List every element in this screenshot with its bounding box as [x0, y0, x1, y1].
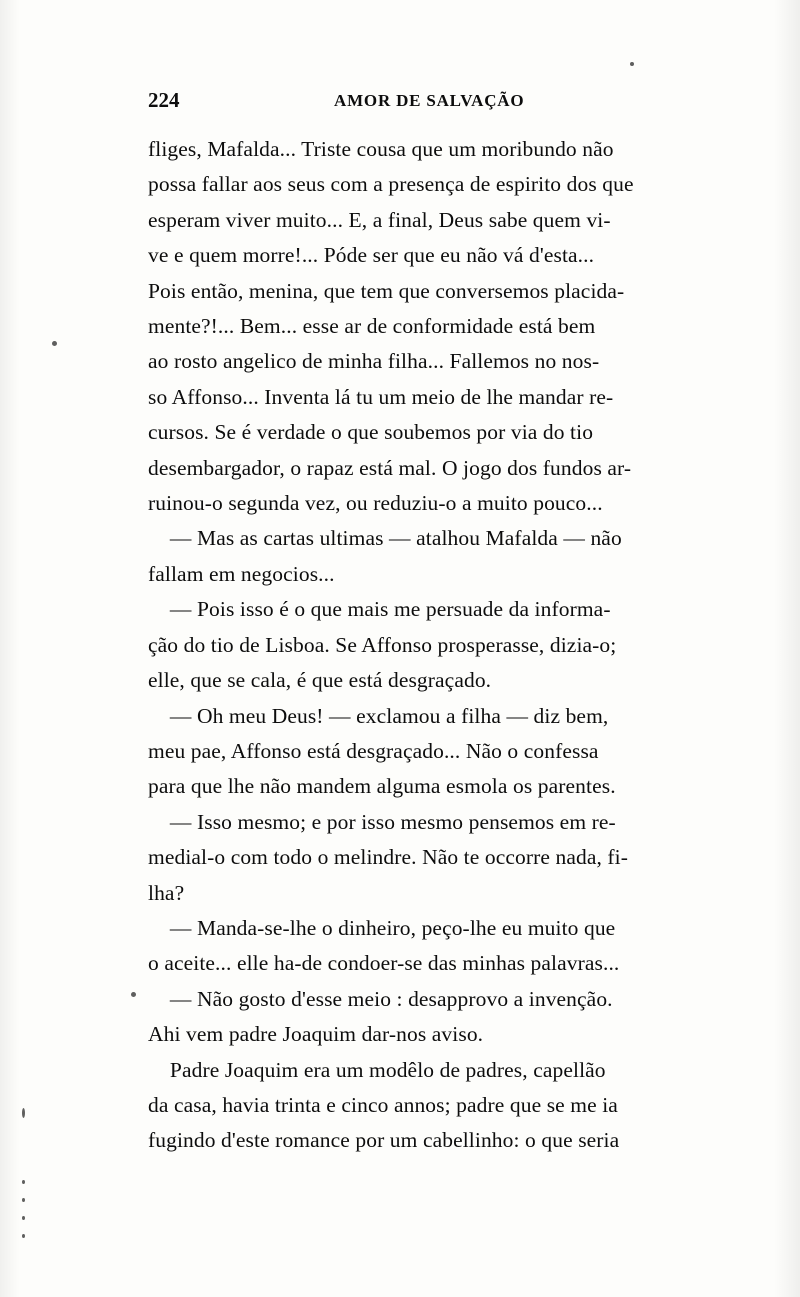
text-line: ruinou-o segunda vez, ou reduziu-o a muito pouco... [148, 491, 603, 516]
scan-speck [22, 1180, 25, 1184]
text-line: fallam em negocios... [148, 561, 335, 586]
text-line: cursos. Se é verdade o que soubemos por via do tio [148, 420, 594, 445]
text-line: ção do tio de Lisboa. Se Affonso prosperasse, dizia-o; [148, 632, 617, 657]
text-line: ve e quem morre!... Póde ser que eu não vá d'esta... [148, 243, 595, 268]
text-line: lha? [148, 880, 185, 905]
text-line: fugindo d'este romance por um cabellinho: o que seria [148, 1128, 620, 1153]
text-line: — Mas as cartas ultimas — atalhou Mafalda — não [148, 526, 622, 551]
body-text [148, 132, 776, 1159]
text-line: para que lhe não mandem alguma esmola os parentes. [148, 774, 616, 799]
text-line: fliges, Mafalda... Triste cousa que um moribundo não [148, 137, 614, 161]
running-title: AMOR DE SALVAÇÃO [334, 91, 525, 110]
text-line: — Pois isso é o que mais me persuade da informa- [148, 597, 611, 622]
text-line: meu pae, Affonso está desgraçado... Não o confessa [148, 738, 599, 763]
scan-speck [630, 62, 634, 66]
text-line: Ahi vem padre Joaquim dar-nos aviso. [148, 1022, 484, 1047]
text-line: — Oh meu Deus! — exclamou a filha — diz bem, [148, 703, 609, 728]
page-header [148, 88, 668, 112]
page-number: 224 [148, 88, 180, 112]
text-line: — Manda-se-lhe o dinheiro, peço-lhe eu muito que [148, 915, 616, 940]
scan-speck [22, 1234, 25, 1238]
text-line: — Isso mesmo; e por isso mesmo pensemos em re- [148, 809, 616, 834]
text-line: so Affonso... Inventa lá tu um meio de lhe mandar re- [148, 384, 614, 409]
text-line: da casa, havia trinta e cinco annos; padre que se me ia [148, 1092, 618, 1117]
page-right-shading [774, 0, 800, 1297]
text-line: — Não gosto d'esse meio : desapprovo a invenção. [148, 986, 613, 1011]
scan-speck [22, 1216, 25, 1220]
text-line: esperam viver muito... E, a final, Deus sabe quem vi- [148, 207, 611, 232]
text-line: Pois então, menina, que tem que conversemos placida- [148, 278, 625, 303]
text-line: possa fallar aos seus com a presença de espirito dos que [148, 172, 634, 197]
scan-speck [22, 1108, 25, 1118]
text-line: medial-o com todo o melindre. Não te occorre nada, fi- [148, 845, 629, 870]
page-left-shading [0, 0, 20, 1297]
text-line: Padre Joaquim era um modêlo de padres, capellão [148, 1057, 606, 1082]
text-line: elle, que se cala, é que está desgraçado. [148, 668, 492, 693]
scan-speck [131, 992, 136, 997]
scan-speck [52, 341, 57, 346]
text-line: ao rosto angelico de minha filha... Fallemos no nos- [148, 349, 600, 374]
text-line: o aceite... elle ha-de condoer-se das minhas palavras... [148, 951, 620, 976]
scan-speck [22, 1198, 25, 1202]
text-line: mente?!... Bem... esse ar de conformidade está bem [148, 314, 596, 339]
text-line: desembargador, o rapaz está mal. O jogo dos fundos ar- [148, 455, 632, 480]
